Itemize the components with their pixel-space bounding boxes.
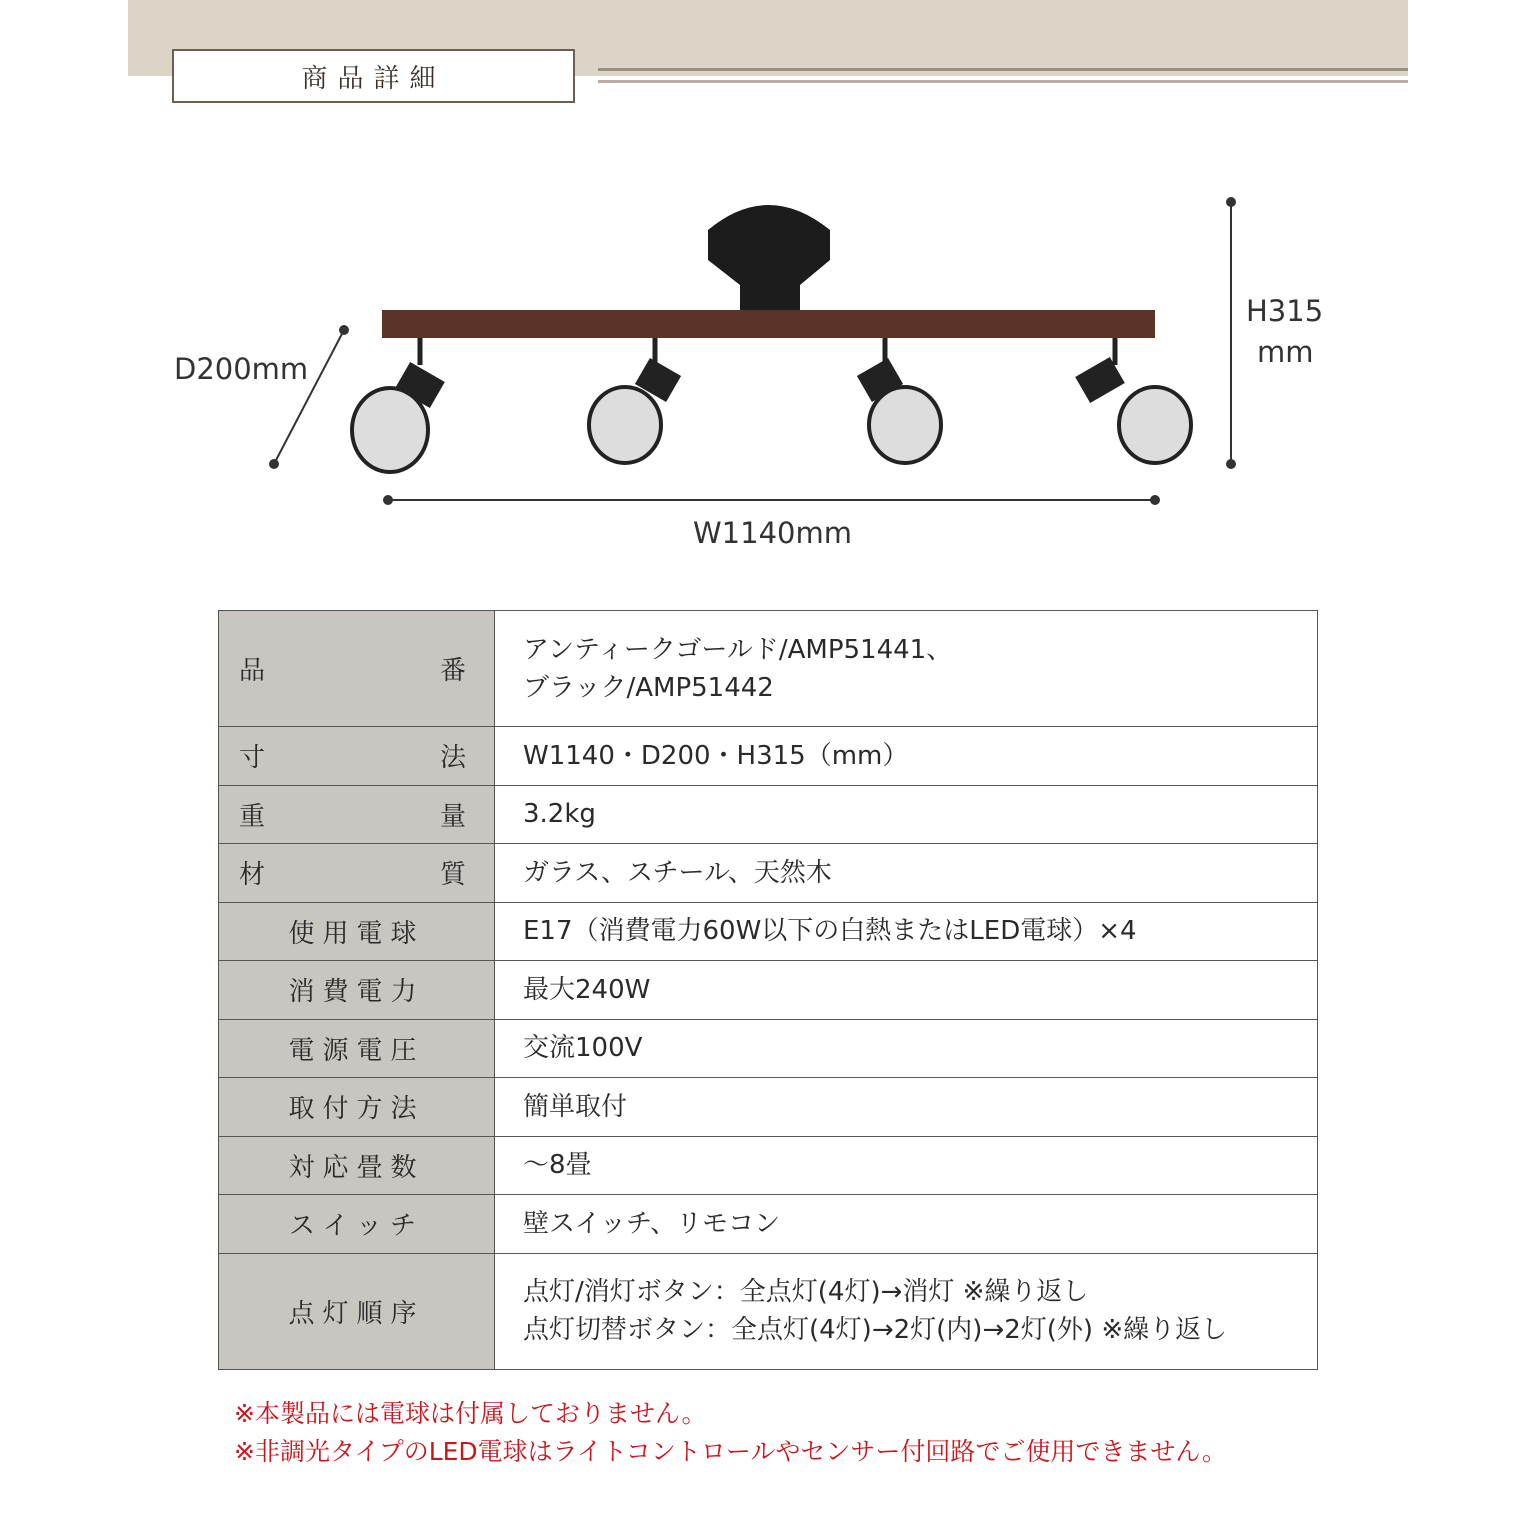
spec-label (219, 611, 495, 727)
spec-row (219, 902, 1318, 961)
spec-value-line: W1140・D200・H315（mm） (523, 740, 909, 771)
spec-value (495, 1136, 1318, 1195)
spec-value-line: 点灯切替ボタン：全点灯(4灯)→2灯(内)→2灯(外) ※繰り返し (523, 1315, 1228, 1345)
spec-label-text: 材 質 (239, 860, 474, 891)
note: ※非調光タイプのLED電球はライトコントロールやセンサー付回路でご使用できません。 (234, 1437, 1227, 1466)
spec-value (495, 902, 1318, 961)
spec-value (495, 1195, 1318, 1254)
spec-value-line: ～8畳 (523, 1150, 592, 1181)
spec-label-text: スイッチ (289, 1211, 424, 1242)
spec-label-text: 重 量 (239, 801, 474, 832)
width-label: W1140mm (693, 516, 852, 550)
spec-value-line: ガラス、スチール、天然木 (523, 857, 832, 888)
spec-label-text: 対応畳数 (288, 1152, 425, 1183)
spec-row (219, 1078, 1318, 1137)
spec-value-line: E17（消費電力60W以下の白熱またはLED電球）×4 (523, 916, 1137, 947)
divider (598, 68, 1408, 71)
height-label: H315 (1246, 294, 1324, 328)
notes (234, 1395, 1227, 1471)
spec-row (219, 611, 1318, 727)
spec-label-text: 品 番 (239, 656, 474, 686)
spotlights (420, 338, 1115, 365)
spec-value (495, 1019, 1318, 1078)
spec-label-text: 寸 法 (239, 743, 474, 774)
spec-value-line: 最大240W (523, 974, 651, 1005)
divider (598, 80, 1408, 83)
note: ※本製品には電球は付属しておりません。 (234, 1399, 707, 1428)
wood-bar (382, 310, 1155, 338)
spec-label-text: 消費電力 (288, 977, 425, 1008)
spec-label-text: 点灯順序 (288, 1298, 425, 1329)
spec-value-line: 壁スイッチ、リモコン (523, 1208, 781, 1239)
spec-row (219, 844, 1318, 903)
spec-label (219, 1195, 495, 1254)
section-title: 商品詳細 (172, 49, 575, 103)
depth-label: D200mm (174, 352, 309, 386)
spec-label-text: 電源電圧 (288, 1035, 425, 1066)
spec-label (219, 844, 495, 903)
spec-row (219, 1019, 1318, 1078)
spec-value-line: 3.2kg (523, 799, 596, 830)
spec-value (495, 611, 1318, 727)
spec-row (219, 1253, 1318, 1369)
spec-value-line: ブラック/AMP51442 (523, 672, 774, 703)
spec-label (219, 902, 495, 961)
spec-value-line: アンティークゴールド/AMP51441、 (523, 634, 953, 665)
spec-value-line: 交流100V (523, 1033, 643, 1064)
spec-label-text: 取付方法 (288, 1094, 425, 1125)
spec-value (495, 844, 1318, 903)
spec-value-line: 簡単取付 (523, 1091, 628, 1122)
spec-table (218, 610, 1318, 1370)
spec-label (219, 1253, 495, 1369)
spec-label (219, 785, 495, 844)
spec-row (219, 961, 1318, 1020)
spec-label (219, 727, 495, 786)
spec-row (219, 1195, 1318, 1254)
ceiling-canopy (708, 205, 830, 310)
spec-label (219, 1019, 495, 1078)
spec-value (495, 961, 1318, 1020)
spec-value (495, 1253, 1318, 1369)
spec-label (219, 1136, 495, 1195)
spec-value (495, 1078, 1318, 1137)
height-unit: mm (1257, 335, 1314, 369)
spec-label (219, 961, 495, 1020)
spec-label (219, 1078, 495, 1137)
spec-value (495, 785, 1318, 844)
spec-row (219, 1136, 1318, 1195)
spec-value (495, 727, 1318, 786)
spec-row (219, 785, 1318, 844)
spec-label-text: 使用電球 (288, 918, 425, 949)
spec-value-line: 点灯/消灯ボタン：全点灯(4灯)→消灯 ※繰り返し (523, 1277, 1089, 1307)
spec-row (219, 727, 1318, 786)
